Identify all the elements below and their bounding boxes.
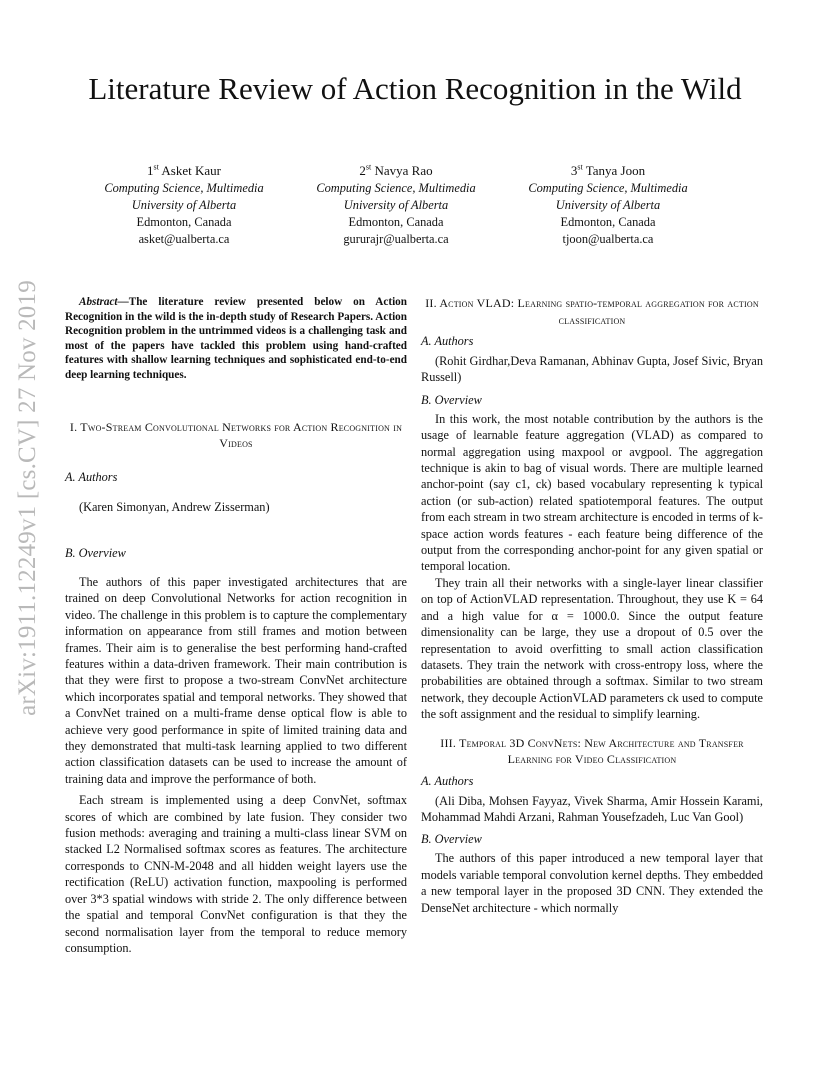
author-university: University of Alberta [343,198,449,212]
author-location: Edmonton, Canada [560,215,656,229]
author-3 [502,162,714,248]
left-column [65,295,407,956]
author-ordinal-suffix: st [365,162,372,172]
paper-title: Literature Review of Action Recognition in the Wild [88,71,742,106]
section-1-heading: I. Two-Stream Convolutional Networks for Action Recognition in Videos [69,419,403,451]
section-1-authors-heading: A. Authors [65,469,118,484]
author-ordinal: 1 [147,163,154,178]
author-ordinal: 2 [359,163,366,178]
author-name: Tanya Joon [585,163,646,178]
author-location: Edmonton, Canada [136,215,232,229]
author-university: University of Alberta [131,198,237,212]
author-department: Computing Science, Multimedia [316,181,476,195]
right-column [421,295,763,916]
author-department: Computing Science, Multimedia [104,181,264,195]
author-department: Computing Science, Multimedia [528,181,688,195]
author-name: Asket Kaur [161,163,221,178]
author-email: asket@ualberta.ca [138,232,230,246]
author-location: Edmonton, Canada [348,215,444,229]
section-1-overview-heading: B. Overview [65,545,126,560]
abstract-lead: Abstract [79,296,118,308]
section-1-authors: (Karen Simonyan, Andrew Zisserman) [79,499,270,514]
abstract [65,295,407,383]
author-email: gururajr@ualberta.ca [343,232,449,246]
section-3-authors-heading: A. Authors [421,773,474,788]
section-1-paragraph-1: The authors of this paper investigated architectures that are trained on deep Convolutional Networks for action recognition in video. The challenge in this problem is to capture the complementary information on appearance from still frames and motion between frames. Their aim is to generalise the best performing hand-crafted features within a data-driven framework. Their main contribution is that they were first to propose a two-stream ConvNet architecture which incorporates spatial and temporal networks. They showed that a ConvNet trained on a multi-frame dense optical flow is able to achieve very good performance in spite of limited training data and they demonstrated that multi-task learning applied to two different action classification datasets can be used to increase the amount of training data and improve the performance of both. [65,574,407,786]
abstract-text: —The literature review presented below on Action Recognition in the wild is the in-depth study of Research Papers. Action Recognition problem in the untrimmed videos is a challenging task and most of the papers have tackled this problem using hand-crafted features with shallow learning techniques and sophisticated end-to-end deep learning techniques. [65,296,407,381]
arxiv-identifier: arXiv:1911.12249v1 [cs.CV] 27 Nov 2019 [14,280,41,716]
author-2 [290,162,502,248]
section-3-overview-heading: B. Overview [421,832,482,847]
author-ordinal-suffix: st [153,162,159,172]
author-block [0,162,828,252]
section-2-overview-heading: B. Overview [421,392,482,407]
author-email: tjoon@ualberta.ca [562,232,654,246]
section-2-authors: (Rohit Girdhar,Deva Ramanan, Abhinav Gupta, Josef Sivic, Bryan Russell) [421,354,763,385]
section-3-paragraph-1: The authors of this paper introduced a new temporal layer that models variable temporal convolution kernel depths. They embedded a new temporal layer in the proposed 3D CNN. They extended the DenseNet architecture - which normally [421,851,763,915]
section-3-authors: (Ali Diba, Mohsen Fayyaz, Vivek Sharma, Amir Hossein Karami, Mohammad Mahdi Arzani, Rahman Yousefzadeh, Luc Van Gool) [421,793,763,824]
section-2-paragraph-2: They train all their networks with a single-layer linear classifier on top of ActionVLAD representation. Throughout, they use K = 64 and a high value for α = 1000.0. Since the output feature dimensionality can be large, they use a dropout of 0.5 over the representation to avoid overfitting to small action classification datasets. They train the network with cross-entropy loss, where the probabilities are obtained through a softmax. Similar to two stream network, they decouple ActionVLAD parameters ck used to compute the soft assignment and the residual to simplify learning. [421,575,763,722]
section-2-heading: II. Action VLAD: Learning spatio-temporal aggregation for action classification [425,296,759,327]
author-1 [78,162,290,248]
author-name: Navya Rao [374,163,433,178]
author-ordinal-suffix: st [577,162,583,172]
arxiv-sidebar-stamp [8,252,48,744]
section-2-authors-heading: A. Authors [421,334,474,348]
author-ordinal: 3 [570,163,578,178]
section-1-paragraph-2: Each stream is implemented using a deep ConvNet, softmax scores of which are combined by late fusion. They consider two fusion methods: averaging and training a multi-class linear SVM on stacked L2 Normalised softmax scores as features. The architecture corresponds to CNN-M-2048 and all hidden weight layers use the rectification (ReLU) activation function, maxpooling is performed over 3*3 spatial windows with stride 2. The only difference between the spatial and temporal ConvNet configuration is that they the second normalisation layer from the temporal to reduce memory consumption. [65,793,407,955]
section-3-heading: III. Temporal 3D ConvNets: New Architecture and Transfer Learning for Video Classification [440,735,744,767]
author-university: University of Alberta [555,198,661,212]
section-2-paragraph-1: In this work, the most notable contribution by the authors is the usage of learnable feature aggregation (VLAD) as compared to normal aggregation using maxpool or avgpool. The aggregation technique is akin to bag of visual words. There are multiple learned anchor-point (say c1, ck) based vocabulary representing k typical action (or sub-action) related spatiotemporal features. The output from each stream in two stream architecture is encoded in terms of k-space action words features - each feature being difference of the output from the corresponding anchor-point for any given spatial or temporal location. [421,411,763,574]
